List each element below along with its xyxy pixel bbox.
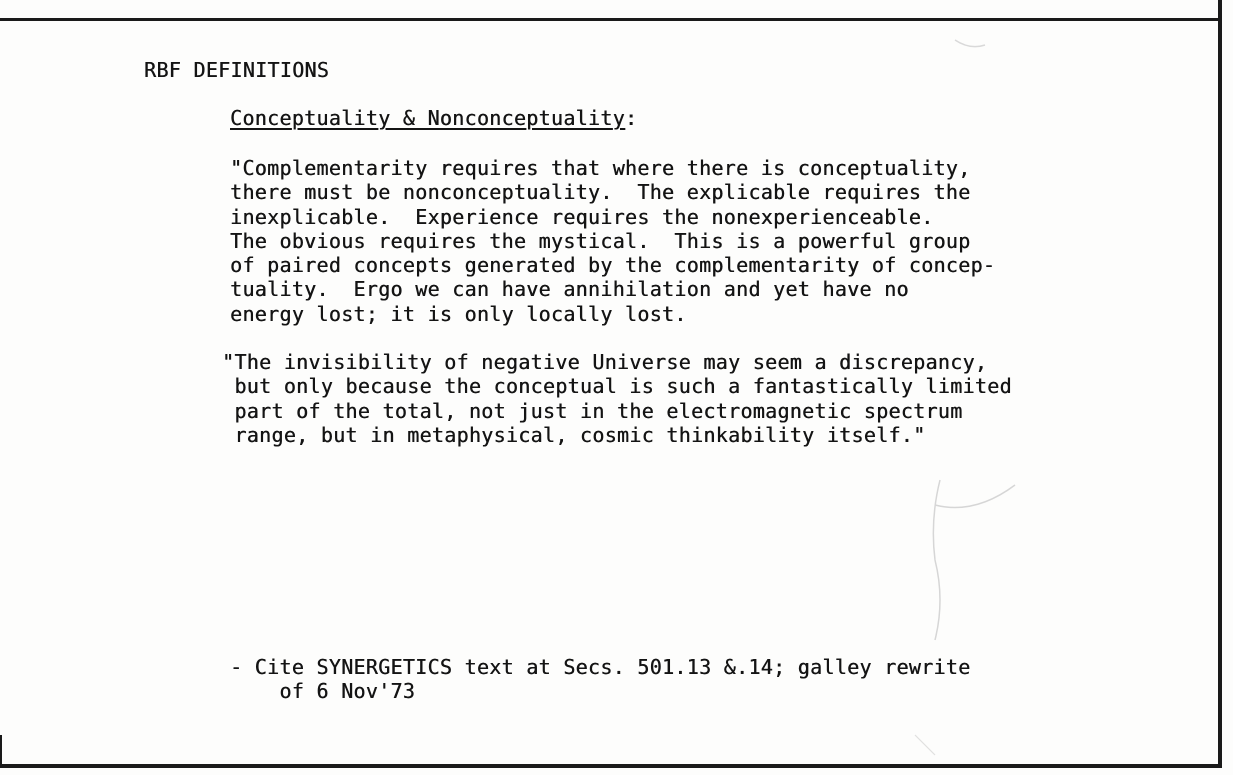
quote-1-line: there must be nonconceptuality. The explicable requires the: [230, 180, 971, 205]
quote-1-line: "Complementarity requires that where there is conceptuality,: [230, 156, 971, 180]
card-left-border-fragment: [0, 735, 2, 765]
quote-1-line: The obvious requires the mystical. This is a powerful group: [230, 228, 971, 253]
quote-2-line: range, but in metaphysical, cosmic thinkability itself.": [222, 422, 926, 447]
quote-2: [222, 350, 1012, 447]
quote-1-line: tuality. Ergo we can have annihilation and yet have no: [230, 277, 909, 302]
citation-line: - Cite SYNERGETICS text at Secs. 501.13 &.14; galley rewrite: [230, 655, 971, 679]
card-right-border: [1218, 0, 1222, 768]
entry-title-colon: :: [624, 106, 638, 130]
quote-2-line: but only because the conceptual is such a fantastically limited: [222, 374, 1012, 399]
quote-1: [230, 156, 995, 326]
document-header: RBF DEFINITIONS: [144, 58, 330, 82]
citation-note: [230, 655, 970, 704]
entry-title-text: Conceptuality & Nonconceptuality: [230, 106, 625, 130]
quote-2-line: part of the total, not just in the electromagnetic spectrum: [222, 398, 963, 423]
entry-title: [230, 106, 637, 130]
citation-line: of 6 Nov'73: [230, 679, 416, 704]
quote-2-line: "The invisibility of negative Universe may seem a discrepancy,: [222, 350, 988, 374]
card-bottom-border: [0, 764, 1222, 768]
quote-1-line: of paired concepts generated by the complementarity of concep-: [230, 253, 996, 278]
card-top-border: [0, 18, 1222, 21]
quote-1-line: inexplicable. Experience requires the nonexperienceable.: [230, 204, 934, 229]
quote-1-line: energy lost; it is only locally lost.: [230, 301, 687, 326]
